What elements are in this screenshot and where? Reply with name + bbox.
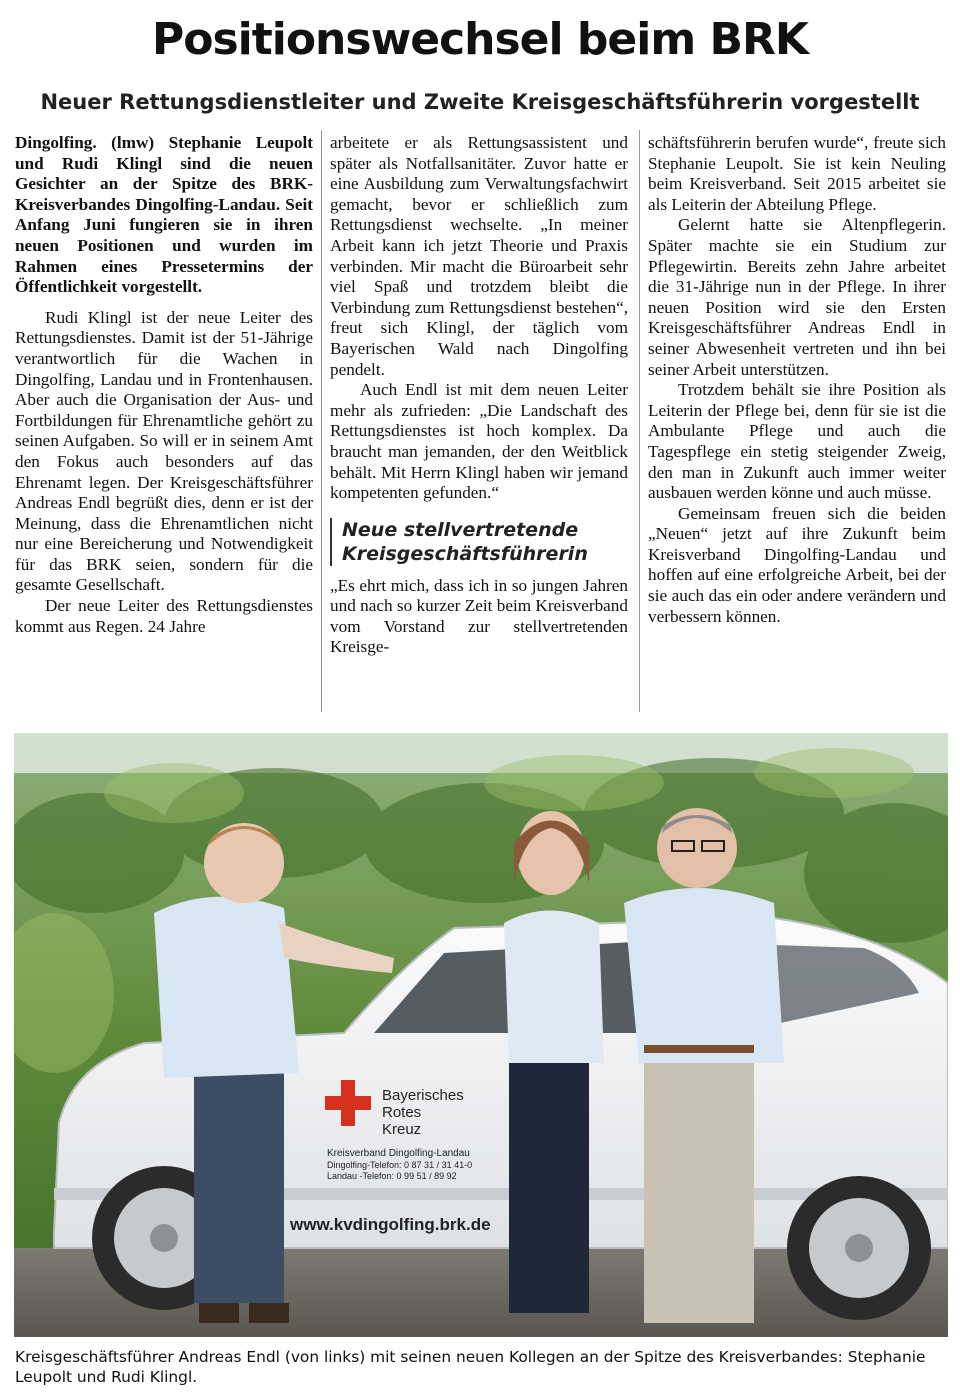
body-paragraph: „Es ehrt mich, dass ich in so jungen Jahren und nach so kurzer Zeit beim Kreisverband vom Vorstand zur stellvertretenden Kreisge-: [330, 575, 628, 657]
car-phone-1: Dingolfing-Telefon: 0 87 31 / 31 41-0: [327, 1160, 473, 1170]
car-phone-2: Landau -Telefon: 0 99 51 / 89 92: [327, 1171, 457, 1181]
column-rule: [321, 130, 322, 712]
section-subhead: Neue stellvertretende Kreisgeschäftsführerin: [342, 518, 588, 565]
photo-caption: Kreisgeschäftsführer Andreas Endl (von links) mit seinen neuen Kollegen an der Spitze des Kreisverbandes: Stephanie Leupolt und Rudi Klingl.: [15, 1348, 926, 1386]
car-org-line1: Bayerisches: [382, 1087, 464, 1104]
car-kv-label: Kreisverband Dingolfing-Landau: [327, 1148, 470, 1159]
subhead-box: [330, 518, 628, 566]
column-2: [330, 133, 628, 658]
photo-illustration: [14, 733, 948, 1337]
car-org-line3: Kreuz: [382, 1121, 422, 1138]
car-org-line2: Rotes: [382, 1104, 422, 1121]
car-url: www.kvdingolfing.brk.de: [290, 1215, 491, 1234]
body-paragraph: arbeitete er als Rettungsassistent und später als Notfallsanitäter. Zuvor hatte er eine Ausbildung zum Verwaltungsfachwirt gemacht, bevor er schließlich zum Rettungsdienst wechselte. „In meiner Arbeit kann ich jetzt Theorie und Praxis verbinden. Mir macht die Büroarbeit sehr viel Spaß und trotzdem bleibt die Verbindung zum Rettungsdienst bestehen“, freut sich Klingl, der täglich vom Bayerischen Wald nach Dingolfing pendelt.: [330, 133, 628, 379]
body-paragraph: Gemeinsam freuen sich die beiden „Neuen“ jetzt auf ihre Zukunft beim Kreisverband Dingolfing-Landau und hoffen auf eine erfolgreiche Arbeit, bei der sie auch das ein oder andere verändern und verbessern können.: [648, 503, 946, 626]
body-paragraph: Gelernt hatte sie Altenpflegerin. Später machte sie ein Studium zur Pflegewirtin. Bereits zehn Jahre arbeitet die 31-Jährige nun in der Pflege. In ihrer neuen Position wird sie den Ersten Kreisgeschäftsführer Andreas Endl in seiner Abwesenheit vertreten und ihn bei seiner Arbeit unterstützen.: [648, 215, 946, 379]
column-1: [15, 133, 313, 637]
article-photo: [14, 733, 948, 1337]
body-paragraph: Rudi Klingl ist der neue Leiter des Rettungsdienstes. Damit ist der 51-Jährige verantwortlich für die Wachen in Dingolfing, Landau und in Frontenhausen. Aber auch die Organisation der Aus- und Fortbildungen für Ehrenamtliche gehört zu seinen Aufgaben. So will er in seinem Amt den Fokus auch besonders auf das Ehrenamt legen. Der Kreisgeschäftsführer Andreas Endl begrüßt dies, denn er ist der Meinung, dass die Ehrenamtlichen nicht nur eine Bereicherung und Notwendigkeit für das BRK seien, sondern für die gesamte Gesellschaft.: [15, 307, 313, 595]
body-paragraph: Der neue Leiter des Rettungsdienstes kommt aus Regen. 24 Jahre: [15, 596, 313, 636]
lead-paragraph: Dingolfing. (lmw) Stephanie Leupolt und Rudi Klingl sind die neuen Gesichter an der Spitze des BRK-Kreisverbandes Dingolfing-Landau. Seit Anfang Juni fungieren sie in ihren neuen Positionen und wurden im Rahmen eines Pressetermins der Öffentlichkeit vorgestellt.: [15, 133, 313, 297]
body-paragraph: Auch Endl ist mit dem neuen Leiter mehr als zufrieden: „Die Landschaft des Rettungsdienstes ist hoch komplex. Da braucht man jemanden, der den Weitblick behält. Mit Herrn Klingl haben wir jemand kompetenten gefunden.“: [330, 380, 628, 503]
column-3: [648, 133, 946, 627]
body-paragraph: schäftsführerin berufen wurde“, freute sich Stephanie Leupolt. Sie ist kein Neuling beim Kreisverband. Seit 2015 arbeitet sie als Leiterin der Abteilung Pflege.: [648, 133, 946, 214]
headline: Positionswechsel beim BRK: [151, 14, 809, 65]
column-rule: [639, 130, 640, 712]
body-paragraph: Trotzdem behält sie ihre Position als Leiterin der Pflege bei, denn für sie ist die Ambulante Pflege und auch die Tagespflege ein stetig steigender Zweig, den man in Zukunft auch immer weiter ausbauen werden könne und auch müsse.: [648, 380, 946, 503]
subheadline: Neuer Rettungsdienstleiter und Zweite Kreisgeschäftsführerin vorgestellt: [40, 90, 920, 114]
